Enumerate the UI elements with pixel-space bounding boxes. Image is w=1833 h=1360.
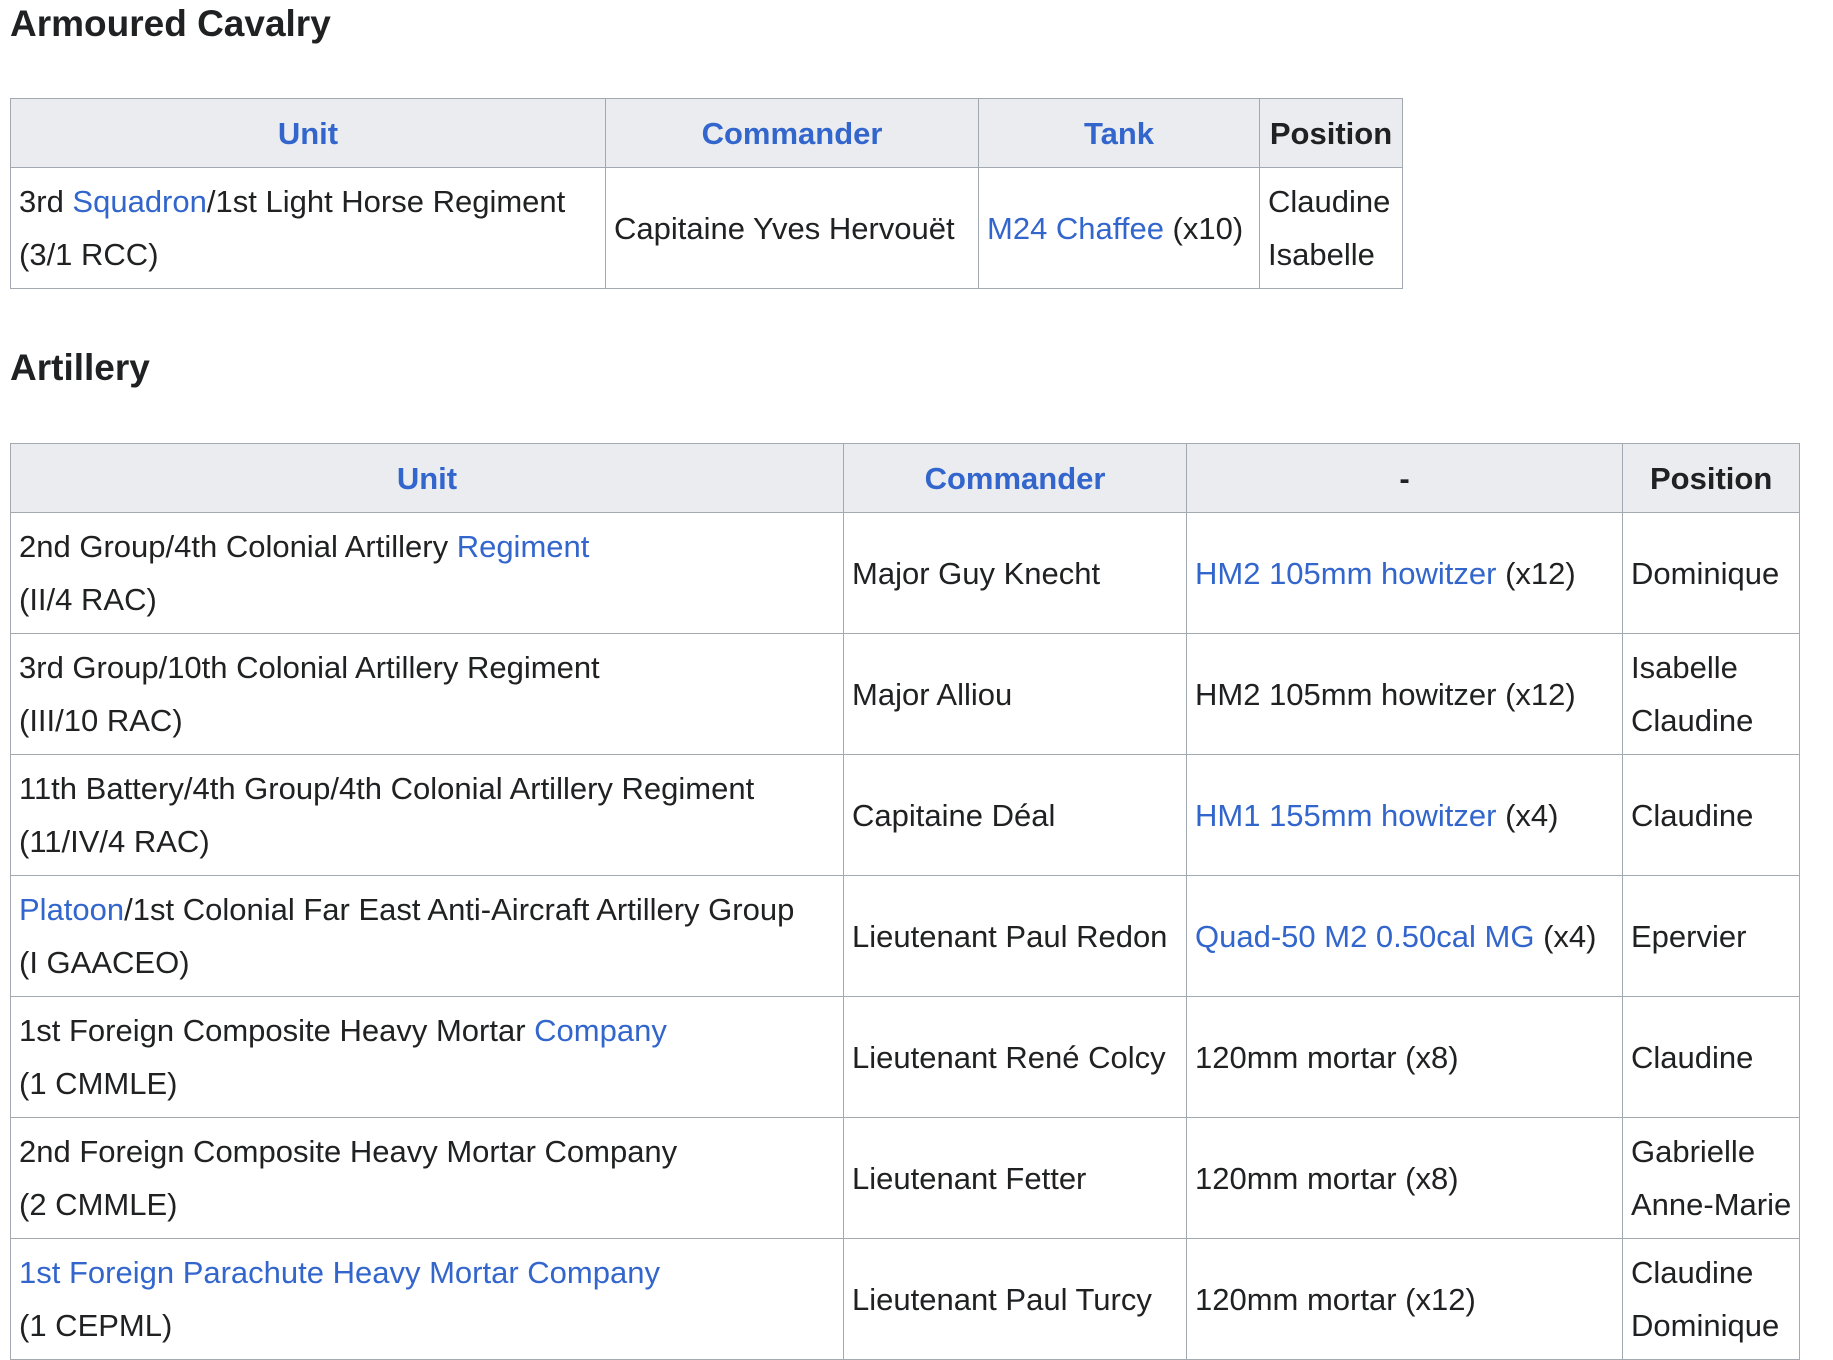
unit-abbreviation: (III/10 RAC)	[19, 703, 183, 738]
table-row	[11, 1239, 1800, 1360]
position-cell: Claudine Dominique	[1623, 1239, 1800, 1360]
unit-abbreviation: (II/4 RAC)	[19, 582, 157, 617]
unit-cell	[11, 1239, 844, 1360]
position-cell: Dominique	[1623, 513, 1800, 634]
unit-cell: 2nd Group/4th Colonial Artillery Regiment (II/4 RAC)	[11, 513, 844, 634]
equipment-cell: 120mm mortar (x8)	[1187, 1118, 1623, 1239]
column-header-unit[interactable]: Unit	[11, 99, 606, 168]
unit-abbreviation: (I GAACEO)	[19, 945, 190, 980]
unit-link[interactable]: 1st Foreign Parachute Heavy Mortar Company	[19, 1255, 660, 1290]
commander-cell: Major Alliou	[844, 634, 1187, 755]
unit-link[interactable]: Squadron	[72, 184, 207, 219]
tank-cell: M24 Chaffee (x10)	[979, 168, 1260, 289]
equipment-cell: HM2 105mm howitzer (x12)	[1187, 634, 1623, 755]
commander-cell: Capitaine Yves Hervouët	[606, 168, 979, 289]
unit-cell: 2nd Foreign Composite Heavy Mortar Company (2 CMMLE)	[11, 1118, 844, 1239]
section-title-artillery: Artillery	[10, 347, 150, 388]
position-cell: Claudine Isabelle	[1260, 168, 1403, 289]
table-row	[11, 1118, 1800, 1239]
commander-cell: Lieutenant Fetter	[844, 1118, 1187, 1239]
tank-link[interactable]: M24 Chaffee	[987, 210, 1164, 246]
section-title-armoured-cavalry: Armoured Cavalry	[10, 3, 331, 44]
unit-abbreviation: (2 CMMLE)	[19, 1187, 178, 1222]
column-header-commander[interactable]: Commander	[606, 99, 979, 168]
unit-cell: 3rd Group/10th Colonial Artillery Regiment (III/10 RAC)	[11, 634, 844, 755]
commander-cell: Major Guy Knecht	[844, 513, 1187, 634]
unit-cell: 3rd Squadron/1st Light Horse Regiment (3/1 RCC)	[11, 168, 606, 289]
armoured-cavalry-table	[10, 98, 1403, 289]
position-cell: Claudine	[1623, 755, 1800, 876]
position-cell: Epervier	[1623, 876, 1800, 997]
table-row	[11, 997, 1800, 1118]
column-header-tank[interactable]: Tank	[979, 99, 1260, 168]
unit-link[interactable]: Platoon	[19, 892, 125, 927]
artillery-table-body	[11, 513, 1800, 1360]
column-header-position: Position	[1260, 99, 1403, 168]
table-header-row	[11, 99, 1403, 168]
unit-cell: 11th Battery/4th Group/4th Colonial Artillery Regiment (11/IV/4 RAC)	[11, 755, 844, 876]
commander-cell: Lieutenant Paul Turcy	[844, 1239, 1187, 1360]
equipment-link[interactable]: Quad-50 M2 0.50cal MG	[1195, 918, 1535, 954]
table-row	[11, 876, 1800, 997]
equipment-cell: 120mm mortar (x12)	[1187, 1239, 1623, 1360]
column-header-position: Position	[1623, 444, 1800, 513]
equipment-link[interactable]: HM2 105mm howitzer	[1195, 555, 1497, 591]
table-header-row	[11, 444, 1800, 513]
equipment-cell: HM2 105mm howitzer (x12)	[1187, 513, 1623, 634]
unit-link[interactable]: Regiment	[456, 529, 590, 564]
table-row	[11, 168, 1403, 289]
equipment-link[interactable]: HM1 155mm howitzer	[1195, 797, 1497, 833]
unit-abbreviation: (1 CMMLE)	[19, 1066, 178, 1101]
commander-cell: Capitaine Déal	[844, 755, 1187, 876]
table-row	[11, 513, 1800, 634]
column-header-unit[interactable]: Unit	[11, 444, 844, 513]
position-cell: Gabrielle Anne-Marie	[1623, 1118, 1800, 1239]
unit-abbreviation: (3/1 RCC)	[19, 237, 159, 272]
equipment-cell: 120mm mortar (x8)	[1187, 997, 1623, 1118]
table-row	[11, 634, 1800, 755]
unit-cell: 1st Foreign Composite Heavy Mortar Company (1 CMMLE)	[11, 997, 844, 1118]
position-cell: Claudine	[1623, 997, 1800, 1118]
commander-cell: Lieutenant Paul Redon	[844, 876, 1187, 997]
column-header-equipment: -	[1187, 444, 1623, 513]
unit-abbreviation: (11/IV/4 RAC)	[19, 824, 210, 859]
unit-link[interactable]: Company	[534, 1013, 667, 1048]
table-row	[11, 755, 1800, 876]
position-cell: Isabelle Claudine	[1623, 634, 1800, 755]
commander-cell: Lieutenant René Colcy	[844, 997, 1187, 1118]
unit-abbreviation: (1 CEPML)	[19, 1308, 173, 1343]
equipment-cell: Quad-50 M2 0.50cal MG (x4)	[1187, 876, 1623, 997]
artillery-table	[10, 443, 1800, 1360]
column-header-commander[interactable]: Commander	[844, 444, 1187, 513]
equipment-cell: HM1 155mm howitzer (x4)	[1187, 755, 1623, 876]
unit-cell: Platoon/1st Colonial Far East Anti-Aircraft Artillery Group (I GAACEO)	[11, 876, 844, 997]
